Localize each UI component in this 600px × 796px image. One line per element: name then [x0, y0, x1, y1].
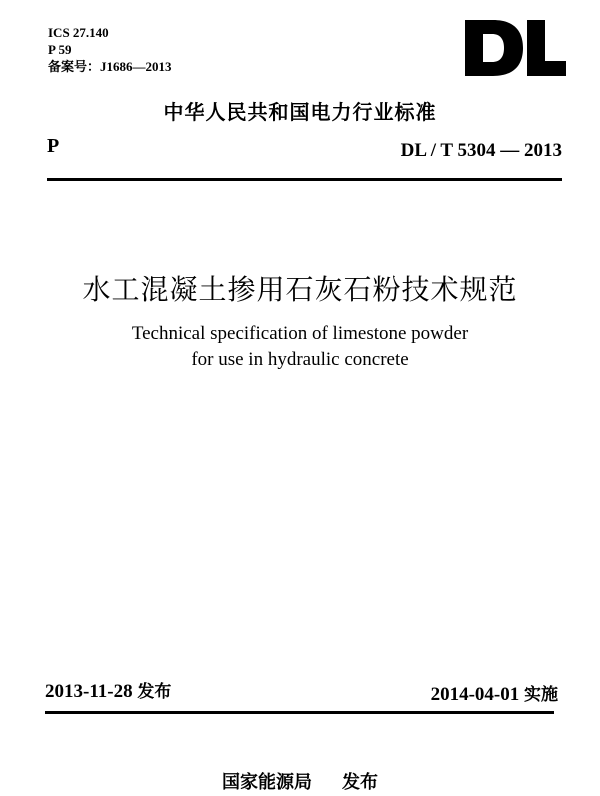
filing-number: J1686—2013: [100, 59, 172, 74]
top-divider: [47, 178, 562, 181]
english-title-line-1: Technical specification of limestone powder: [131, 323, 469, 344]
filing-number-line: [48, 58, 172, 76]
issue-label: 发布: [137, 682, 172, 702]
publisher-action: 发布: [342, 772, 378, 793]
metadata-block: [48, 24, 172, 76]
classification-code: P 59: [48, 42, 72, 57]
publisher-name: 国家能源局: [222, 772, 312, 793]
implementation-date: 2014-04-01: [430, 684, 520, 705]
issue-date-line: [45, 677, 171, 703]
logo-letter-l: [527, 20, 566, 76]
implementation-date-line: [431, 680, 558, 706]
issuing-body-title: 中华人民共和国电力行业标准: [163, 100, 437, 124]
issue-date: 2013-11-28: [45, 681, 133, 702]
dl-logo: [463, 18, 567, 78]
ics-code: ICS 27.140: [48, 25, 109, 40]
filing-label: 备案号：: [48, 60, 101, 75]
logo-letter-d: [465, 20, 523, 76]
document-title-english: [0, 321, 600, 373]
category-letter: P: [47, 135, 60, 157]
bottom-divider: [45, 711, 554, 714]
document-title-chinese: 水工混凝土掺用石灰石粉技术规范: [82, 273, 518, 306]
publisher-line: [0, 768, 600, 794]
english-title-line-2: for use in hydraulic concrete: [191, 349, 409, 370]
standard-number: DL / T 5304 — 2013: [400, 140, 562, 161]
implementation-label: 实施: [524, 685, 558, 705]
